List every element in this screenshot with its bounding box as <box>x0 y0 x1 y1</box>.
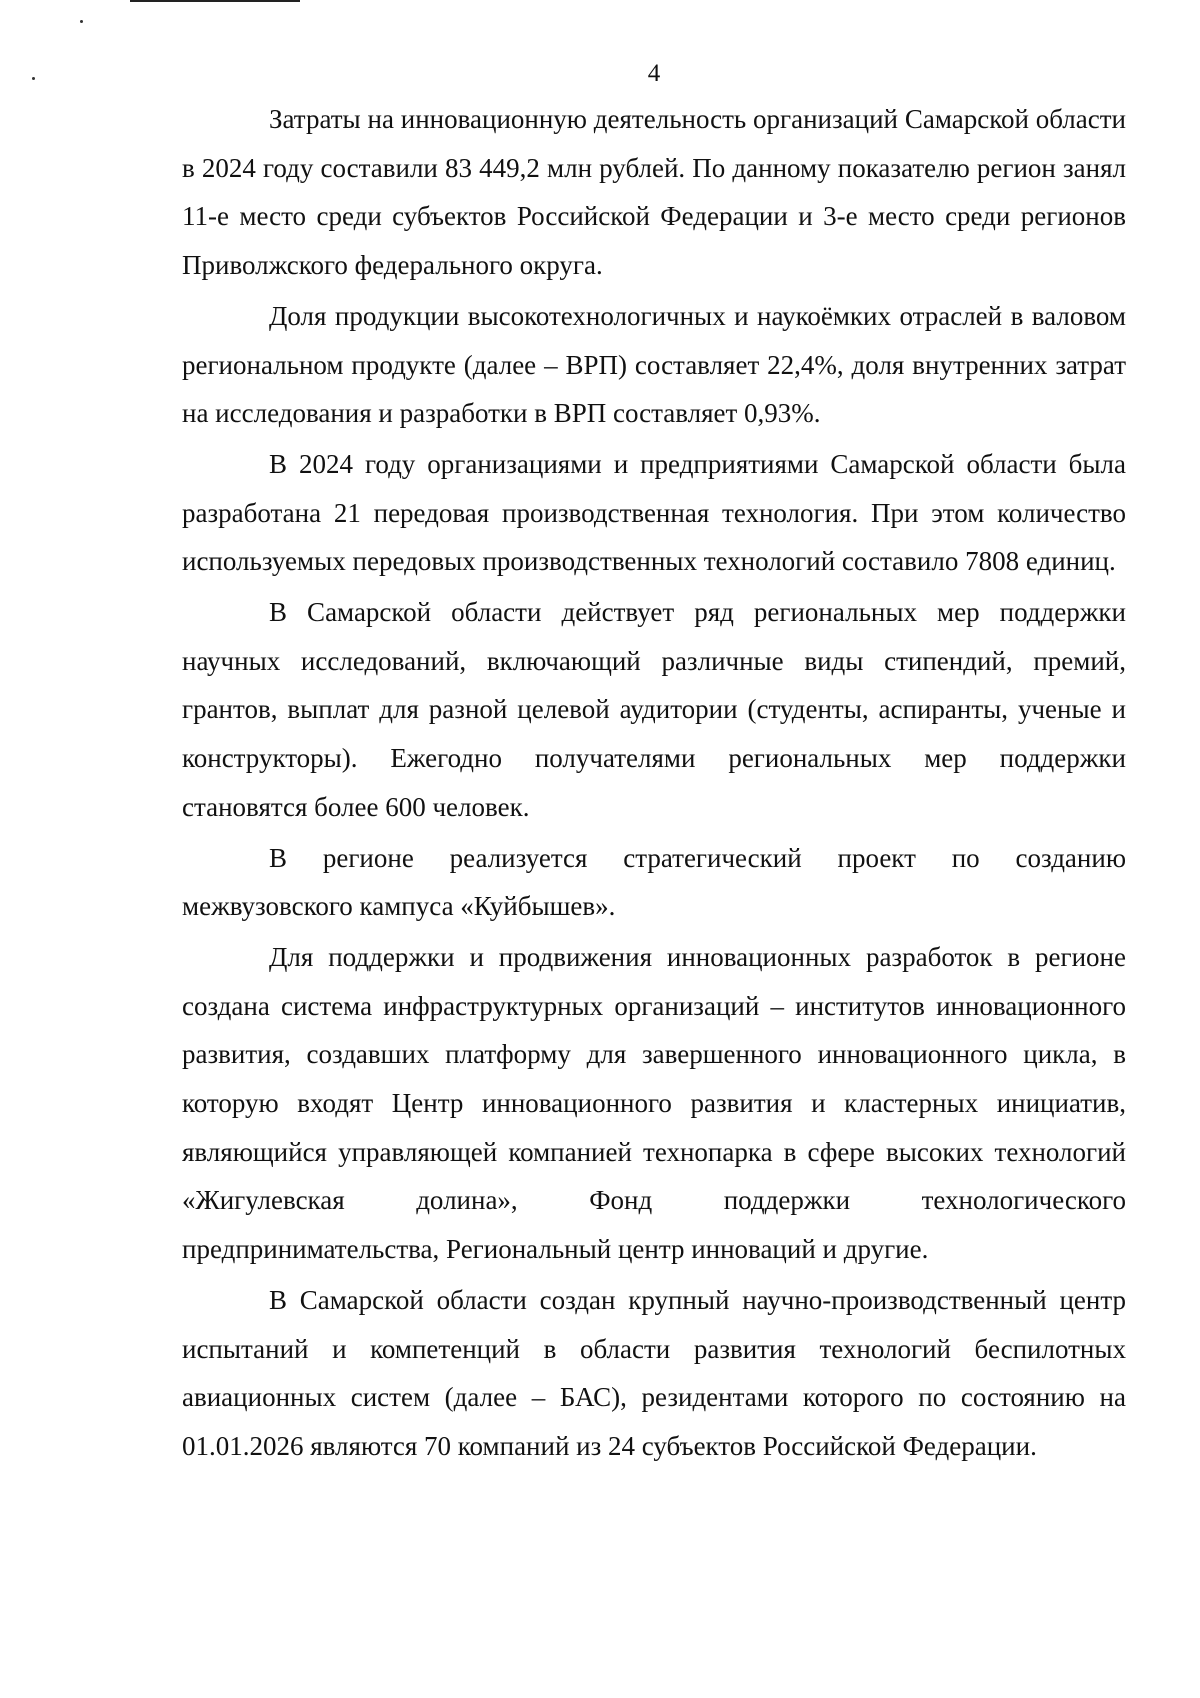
paragraph-innovation-costs: Затраты на инновационную деятельность организаций Самарской области в 2024 году составили 83 449,2 млн рублей. По данному показателю регион занял 11-е место среди субъектов Российской Федерации и 3-е место среди регионов Приволжского федерального округа. <box>182 104 1126 281</box>
paragraph-support-measures: В Самарской области действует ряд региональных мер поддержки научных исследований, включающий различные виды стипендий, премий, грантов, выплат для разной целевой аудитории (студенты, аспиранты, ученые и конструкторы). Ежегодно получателями региональных мер поддержки становятся более 600 человек. <box>182 597 1126 822</box>
paragraph-innovation-infrastructure: Для поддержки и продвижения инновационных разработок в регионе создана система инфраструктурных организаций – институтов инновационного развития, создавших платформу для завершенного инновационного цикла, в которую входят Центр инновационного развития и кластерных инициатив, являющийся управляющей компанией технопарка в сфере высоких технологий «Жигулевская долина», Фонд поддержки технологического предпринимательства, Региональный центр инноваций и другие. <box>182 941 1126 1265</box>
document-body <box>182 95 1126 1471</box>
paragraph-advanced-technologies: В 2024 году организациями и предприятиями Самарской области была разработана 21 передовая производственная технология. При этом количество используемых передовых производственных технологий составило 7808 единиц. <box>182 448 1126 577</box>
page-number: 4 <box>647 60 661 87</box>
paragraph-campus-project: В регионе реализуется стратегический проект по созданию межвузовского кампуса «Куйбышев». <box>182 842 1126 922</box>
scan-speck <box>80 20 83 23</box>
paragraph-uav-center: В Самарской области создан крупный научно-производственный центр испытаний и компетенций в области развития технологий беспилотных авиационных систем (далее – БАС), резидентами которого по состоянию на 01.01.2026 являются 70 компаний из 24 субъектов Российской Федерации. <box>182 1284 1126 1461</box>
paragraph-high-tech-share: Доля продукции высокотехнологичных и наукоёмких отраслей в валовом региональном продукте (далее – ВРП) составляет 22,4%, доля внутренних затрат на исследования и разработки в ВРП составляет 0,93%. <box>182 300 1126 429</box>
scan-edge-line <box>130 0 300 2</box>
